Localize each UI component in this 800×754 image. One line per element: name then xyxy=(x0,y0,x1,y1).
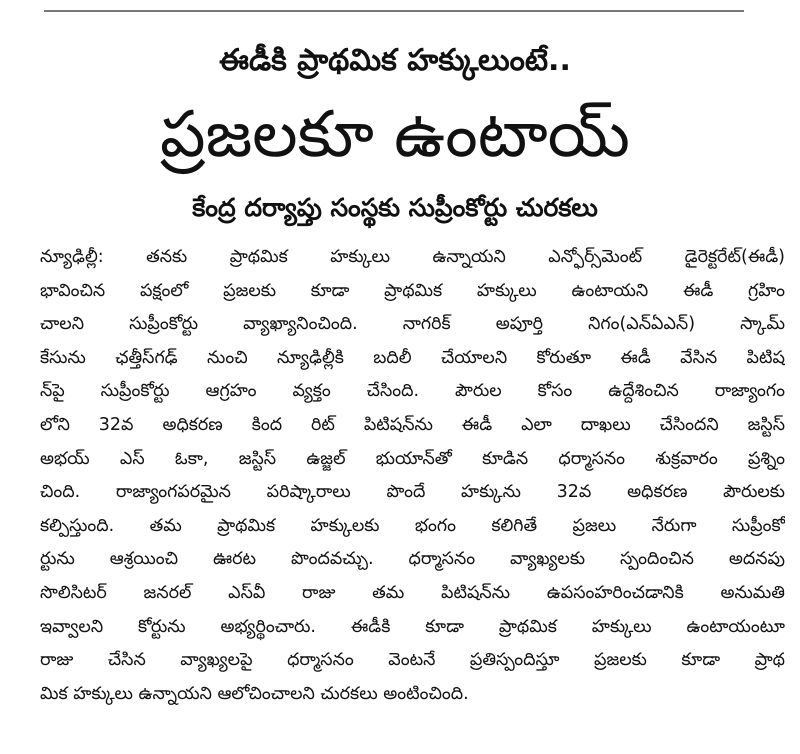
body-line: కల్పిస్తుంది. తమ ప్రాథమిక హక్కులకు భంగం కలిగితే ప్రజలు నేరుగా సుప్రీంకో xyxy=(40,515,785,536)
body-line: చింది. రాజ్యాంగపరమైన పరిష్కారాలు పొందే హక్కును 32వ అధికరణ పౌరులకు xyxy=(40,482,785,503)
body-line: సొలిసిటర్ జనరల్ ఎస్‌వీ రాజు తమ పిటిషన్‌ను ఉపసంహరించడానికి అనుమతి xyxy=(40,582,785,603)
body-line: భావించిన పక్షంలో ప్రజలకు కూడా ప్రాథమిక హక్కులు ఉంటాయని ఈడీ గ్రహిం xyxy=(40,280,785,301)
body-line: ఇవ్వాలని కోర్టును అభ్యర్థించారు. ఈడీకి కూడా ప్రాథమిక హక్కులు ఉంటాయంటూ xyxy=(40,616,785,637)
article-body xyxy=(40,241,785,711)
body-line: రాజు చేసిన వ్యాఖ్యలపై ధర్మాసనం వెంటనే ప్రతిస్పందిస్తూ ప్రజలకు కూడా ప్రాథ xyxy=(40,650,785,671)
body-line: ర్టును ఆశ్రయించి ఊరట పొందవచ్చు. ధర్మాసనం వ్యాఖ్యలకు స్పందించిన అదనపు xyxy=(40,549,785,570)
body-line: అభయ్ ఎస్ ఓకా, జస్టిస్ ఉజ్జల్ భుయాన్‌తో కూడిన ధర్మాసనం శుక్రవారం ప్రశ్నిం xyxy=(40,448,785,469)
body-line: చాలని సుప్రీంకోర్టు వ్యాఖ్యానించింది. నాగరిక్ అపూర్తి నిగం(ఎన్ఏఎన్) స్కామ్ xyxy=(40,314,785,335)
body-line: న్యూఢిల్లీ: తనకు ప్రాథమిక హక్కులు ఉన్నాయని ఎన్ఫోర్స్‌మెంట్ డైరెక్టరేట్(ఈడీ) xyxy=(40,247,785,267)
article-headline: ప్రజలకూ ఉంటాయ్ xyxy=(160,98,630,172)
body-line: కేసును ఛత్తీస్‌గఢ్ నుంచి న్యూఢిల్లీకి బదిలీ చేయాలని కోరుతూ ఈడీ వేసిన పిటిష xyxy=(40,347,785,368)
body-line: న్‌పై సుప్రీంకోర్టు ఆగ్రహం వ్యక్తం చేసింది. పౌరుల కోసం ఉద్దేశించిన రాజ్యాంగం xyxy=(40,381,785,402)
body-line: లోని 32వ అధికరణ కింద రిట్ పిటిషన్‌ను ఈడీ ఎలా దాఖలు చేసిందని జస్టిస్ xyxy=(40,414,785,435)
article-subheadline: కేంద్ర దర్యాప్తు సంస్థకు సుప్రీంకోర్టు చురకలు xyxy=(192,193,598,222)
top-divider xyxy=(44,10,744,12)
article-kicker: ఈడీకి ప్రాథమిక హక్కులుంటే.. xyxy=(219,43,571,78)
body-line: మిక హక్కులు ఉన్నాయని ఆలోచించాలని చురకలు అంటించింది. xyxy=(40,683,469,704)
